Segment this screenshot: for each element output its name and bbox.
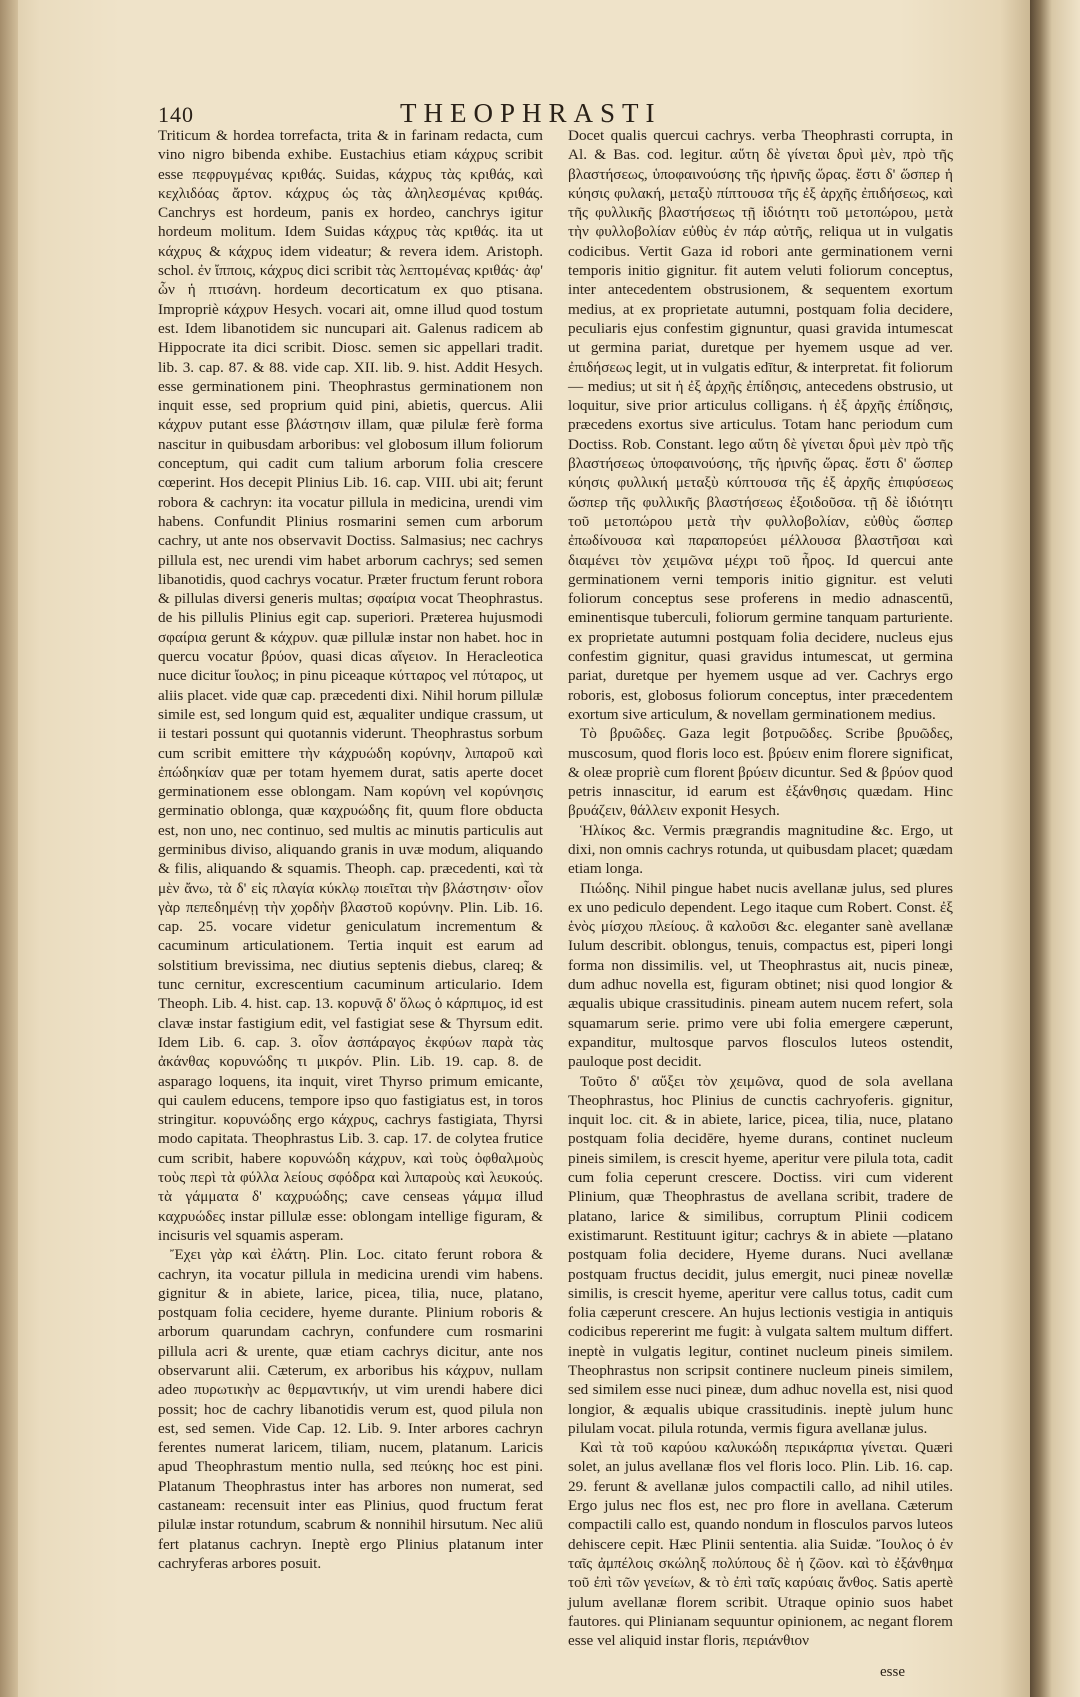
paragraph: Τοῦτο δ' αὔξει τὸν χειμῶνα, quod de sola avellana Theophrastus, hoc Plinius de cunctis cachryoferis. gignitur, inquit loc. cit. & in abiete, larice, picea, tilia, nuce, platano postquam folia decidēre, hyeme durans, continet nucleum pineis similem, is crescit hyeme, aperitur vere pilula tota, cadit cum folia ceperunt crescere. Doctiss. viri cum viderent Plinium, quæ Theophrastus de avellana scribit, tradere de platano, larice & similibus, corruptum Plinii codicem existimarunt. Restituunt igitur; cachrys & in abiete —platano postquam folia decidere, Hyeme durans. Nuci avellanæ postquam fructus decidit, julus emergit, nuci pineæ novellæ similis, is crescit hyeme, aperitur vere callus totus, cadit cum folia cæperunt crescere. An hujus lectionis vestigia in antiquis codicibus repererint me fugit: à vulgata saltem multum differt. ineptè in vulgatis legitur, continet nucleum pineis similem. Theophrastus non scripsit continere nucleum pineis similem, sed similem esse nuci pineæ, dum adhuc novella est, nisi quod longior, & æqualis ubique crassitudinis. ineptè julum hunc pilulam vocat. pilula rotunda, vermis figura avellanæ julus. — [568, 1072, 953, 1437]
catchword: esse — [880, 1664, 905, 1680]
paragraph: Ἡλίκος &c. Vermis prægrandis magnitudine &c. Ergo, ut dixi, non omnis cachrys rotunda, ut quibusdam placet; quædam etiam longa. — [568, 821, 953, 878]
paragraph: Triticum & hordea torrefacta, trita & in farinam redacta, cum vino nigro bibenda exhibe. Eustachius etiam κάχρυς scribit esse πεφρυγμένας κριθάς. Suidas, κάχρυς τὰς κριθάς, καὶ κεχλιδόας ἄρτον. κάχρυς ὡς τὰς ἀληλεσμένας κριθάς. Canchrys est hordeum, panis ex hordeo, canchrys igitur hordeum molitum. Idem Suidas κάχρυς τὰς κριθάς. ita ut κάχρυς & κάχρυς idem videatur; & revera idem. Aristoph. schol. ἐν ἴπποις, κάχρυς dici scribit τὰς λεπτομένας κριθάς· ἀφ' ὧν ἡ πτισάνη. hordeum decorticatum ex quo ptisana. Impropriè κάχρυν Hesych. vocari ait, omne illud quod tostum est. Idem libanotidem sic nuncupari ait. Galenus radicem ab Hippocrate ita dici scribit. Diosc. semen sic appellari tradit. lib. 3. cap. 87. & 88. vide cap. XII. lib. 9. hist. Addit Hesych. esse germinationem pini. Theophrastus germinationem non inquit esse, sed proprium quid pini, abietis, quercus. Alii κάχρυν putant esse βλάστησιν illam, quæ pilulæ ferè forma nascitur in quibusdam arboribus: vel globosum illum foliorum conceptum, qui cadit cum talium arborum folia crescere cœperint. Hos decepit Plinius Lib. 16. cap. VIII. ubi ait; ferunt robora & cachryn: ita vocatur pillula in medicina, urendi vim habens. Confundit Plinius rosmarini semen cum arborum cachry, ut ante nos observavit Doctiss. Salmasius; nec cachrys pillula est, nec urendi vim habet arborum cachrys; sed semen libanotidis, quod cachrys vocatur. Præter fructum ferunt robora & pillulas diversi generis multas; σφαίρια vocat Theophrastus. de his pillulis Plinius egit cap. superiori. Præterea hujusmodi σφαίρια gerunt & κάχρυν. quæ pillulæ instar non habet. hoc in quercu vocatur βρύον, quasi dicas αἴγειον. In Heracleotica nuce dicitur ἴουλος; in pinu piceaque κύτταρος vel πύταρος, ut aliis placet. vide quæ cap. præcedenti dixi. Nihil horum pillulæ simile est, sed longum quid est, æqualiter undique crassum, ut ii testari possunt qui quotannis viderunt. Theophrastus sorbum cum scribit emittere τὴν κάχρυώδη κορύνην, λιπαροῦ καὶ ἐπώδηκίαν quæ per totam hyemem durat, satis aperte docet germinationem esse oblongam. Nam κορύνη vel κορύνησις germinatio oblonga, quæ καχρυώδης fit, quum flore obducta est, non uno, nec continuo, sed multis ac minutis particulis aut germinibus diviso, aliquando granis in uvæ modum, aliquando & filis, aliquando & squamis. Theoph. cap. præcedenti, καὶ τὰ μὲν ἄνω, τὰ δ' εἰς πλαγία κύκλῳ ποιεῖται τὴν βλάστησιν· οἷον γὰρ πεπεδημένῃ τὴν χορδὴν βλαστοῦ κορύνην. Plin. Lib. 16. cap. 25. vocare videtur geniculatum incrementum & cacuminum articulationem. Tertia inquit est earum ad solstitium brevissima, nec diutius septenis diebus, clareq; & tunc cernitur, excrescentium cacuminum articulario. Idem Theoph. Lib. 4. hist. cap. 13. κορυνᾷ δ' ὅλως ὁ κάρπιμος, id est clavæ instar fastigium edit, vel fastigiat sese & Thyrsum edit. Idem Lib. 6. cap. 3. οἷον ἀσπάραγος ἐκφύων παρὰ τὰς ἀκάνθας κορυνώδης τι μικρόν. Plin. Lib. 19. cap. 8. de asparago loquens, ita inquit, viret Thyrso primum emicante, qui caulem educens, tempore ipso quo fastigiatus est, in toros stringitur. κορυνώδης ergo κάχρυς, cachrys fastigiata, Thyrsi modo capitata. Theophrastus Lib. 3. cap. 17. de colytea frutice cum scribit, habere κορυνώδη κάχρυν, καὶ τοὺς ὀφθαλμοὺς τοὺς περὶ τὰ φύλλα λείους σφόδρα καὶ λιπαροὺς καὶ λευκούς. τὰ γάμματα δ' καχρυώδης; cave censeas γάμμα illud καχρυώδες instar pillulæ esse: oblongam intellige figuram, & incisuris vel squamis asperam. — [158, 127, 543, 1244]
paragraph: Docet qualis quercui cachrys. verba Theophrasti corrupta, in Al. & Bas. cod. legitur. αὕτη δὲ γίνεται δρυὶ μὲν, πρὸ τῆς βλαστήσεως, ὑποφαινούσης τῆς ἠρινῆς ὥρας. ἔστι δ' ὥσπερ ἡ κύησις φυλακή, μεταξὺ πίπτουσα τῆς ἐξ ἀρχῆς ἐπιδήσεως, καὶ τῆς φυλλικῆς βλαστήσεως τῇ ἰδιότητι τοῦ μετοπώρου, μετὰ τὴν φυλλοβολίαν εὐθὺς ἐν πάρ αὐτῆς, reliqua ut in vulgatis codicibus. Vertit Gaza id robori ante germinationem verni temporis initio gignitur. fit autem veluti foliorum conceptus, inter antecedentem obstrusionem, & sequentem exortum medius, at ex proprietate autumni, postquam folia decidere, peculiaris ejus confestim gignuntur, quasi gravida intumescat ut germina pariat, duretque per hyemem usque ad ver. ἐπιδήσεως legit, ut in vulgatis edītur, & interpretat. fit foliorum — medius; ut sit ἡ ἐξ ἀρχῆς ἐπίδησις, antecedens obstrusio, ut loquitur, sive prior articulus colligans. ἡ ἐξ ἀρχῆς ἐπίδησις, præcedens exortus sive articulus. Totam hanc periodum cum Doctiss. Rob. Constant. lego αὕτη δὲ γίνεται δρυὶ μὲν πρὸ τῆς βλαστήσεως ὑποφαινούσης, τῆς ἠρινῆς ὥρας. ἔστι δ' ὥσπερ κύησις φυλλική μεταξὺ κύπτουσα τῆς ἐξ ἀρχῆς ἐπιφύσεως ὥσπερ τῆς φυλλικῆς βλαστήσεως ἐξοιδοῦσα. τῇ δὲ ἰδιότητι τοῦ μετοπώρου μετὰ τὴν φυλλοβολίαν, εὐθὺς ὥσπερ ἐπωδίνουσα καὶ παραπορεύει μέλλουσα βλαστῆσαι καὶ διαμένει τὸν χειμῶνα μέχρι τοῦ ἦρος. Id quercui ante germinationem verni temporis initio gignitur. est veluti foliorum conceptus sese proferens in medio adnascentū, eminentisque tuberculi, foliorum germine tanquam parturiente. ex proprietate autumni postquam folia decidere, nucleus ejus confestim gignitur, quasi gravidus intumescat, ut germina pariat, duretque per hyemem usque ad ver. Cachrys ergo roboris, est, globosus foliorum conceptus, inter præcedentem exortum sive articulum, & novellam germinationem medius. — [568, 127, 953, 723]
paragraph: Τὸ βρυῶδες. Gaza legit βοτρυῶδες. Scribe βρυῶδες, muscosum, quod floris loco est. βρύειν enim florere significat, & oleæ propriè cum florent βρύειν dicuntur. Sed & βρύον quod petris innascitur, id earum est ἐξάνθησις quædam. Hinc βρυάζειν, θάλλειν exponit Hesych. — [568, 725, 953, 820]
left-column — [158, 126, 543, 1573]
paragraph: Ἔχει γὰρ καὶ ἐλάτη. Plin. Loc. citato ferunt robora & cachryn, ita vocatur pillula in medicina urendi vim habens. gignitur & in abiete, larice, picea, tilia, nuce, platano, postquam folia cecidere, hyeme durante. Plinium roboris & arborum quarundam cachryn, confundere cum rosmarini pillula acri & urente, quæ etiam cachrys dicitur, ante nos observarunt alii. Cæterum, ex arboribus his κάχρυν, nullam adeo πυρωτικὴν ac θερμαντικήν, ut vim urendi habere dici possit; hoc de cachry libanotidis verum est, quod pilula non est, sed semen. Vide Cap. 12. Lib. 9. Inter arbores cachryn ferentes numerat laricem, tiliam, nucem, platanum. Laricis apud Theophrastum mentio nulla, sed πεύκης hoc est pini. Platanum Theophrastus inter has arbores non numerat, sed castaneam: recensuit inter eas Plinius, quod fructum ferat pilulæ instar rotundum, scabrum & nonnihil hirsutum. Nec aliū fert platanus cachryn. Ineptè ergo Plinius platanum inter cachryferas arbores posuit. — [158, 1246, 543, 1572]
right-column — [568, 126, 953, 1650]
page-number: 140 — [158, 102, 194, 127]
paragraph: Πιώδης. Nihil pingue habet nucis avellanæ julus, sed plures ex uno pediculo dependent. Lego itaque cum Robert. Const. ἐξ ἑνὸς μίσχου πλείους. ἃ καλοῦσι &c. eleganter sanè avellanæ Iulum describit. oblongus, tenuis, compactus est, piperi longi forma non dissimilis. vel, ut Theophrastus ait, nucis pineæ, dum adhuc novella est, figuram obtinet; nisi quod longior & æqualis ubique crassitudinis. pineam autem nucem refert, sola squamarum serie. primo vere ubi folia emergere cæperunt, expanditur, multosque parvos flosculos luteos ostendit, pauloque post decidit. — [568, 879, 953, 1071]
running-head: THEOPHRASTI — [400, 98, 662, 128]
page-edge — [0, 0, 18, 1697]
book-binding — [1030, 0, 1080, 1697]
paragraph: Καὶ τὰ τοῦ καρύου καλυκώδη περικάρπια γίνεται. Quæri solet, an julus avellanæ flos vel floris loco. Plin. Lib. 16. cap. 29. ferunt & avellanæ julos compactili callo, ad nihil utiles. Ergo julus nec flos est, nec pro flore in avellana. Cæterum compactili callo est, quando nondum in flosculos parvos luteos dehiscere cepit. Hæc Plinii sententia. alia Suidæ. Ἴουλος ὁ ἐν ταῖς ἀμπέλοις σκώληξ πολύπους δὲ ἡ ζῶον. καὶ τὸ ἐξάνθημα τοῦ ἐπὶ τῶν γενείων, & τὸ ἐπὶ ταῖς καρύαις ἄνθος. Satis apertè julum avellanæ florem scribit. Utraque opinio suos habet fautores. qui Plinianam sequuntur opinionem, ac negant florem esse vel aliquid instar floris, περιάνθιον — [568, 1439, 953, 1650]
